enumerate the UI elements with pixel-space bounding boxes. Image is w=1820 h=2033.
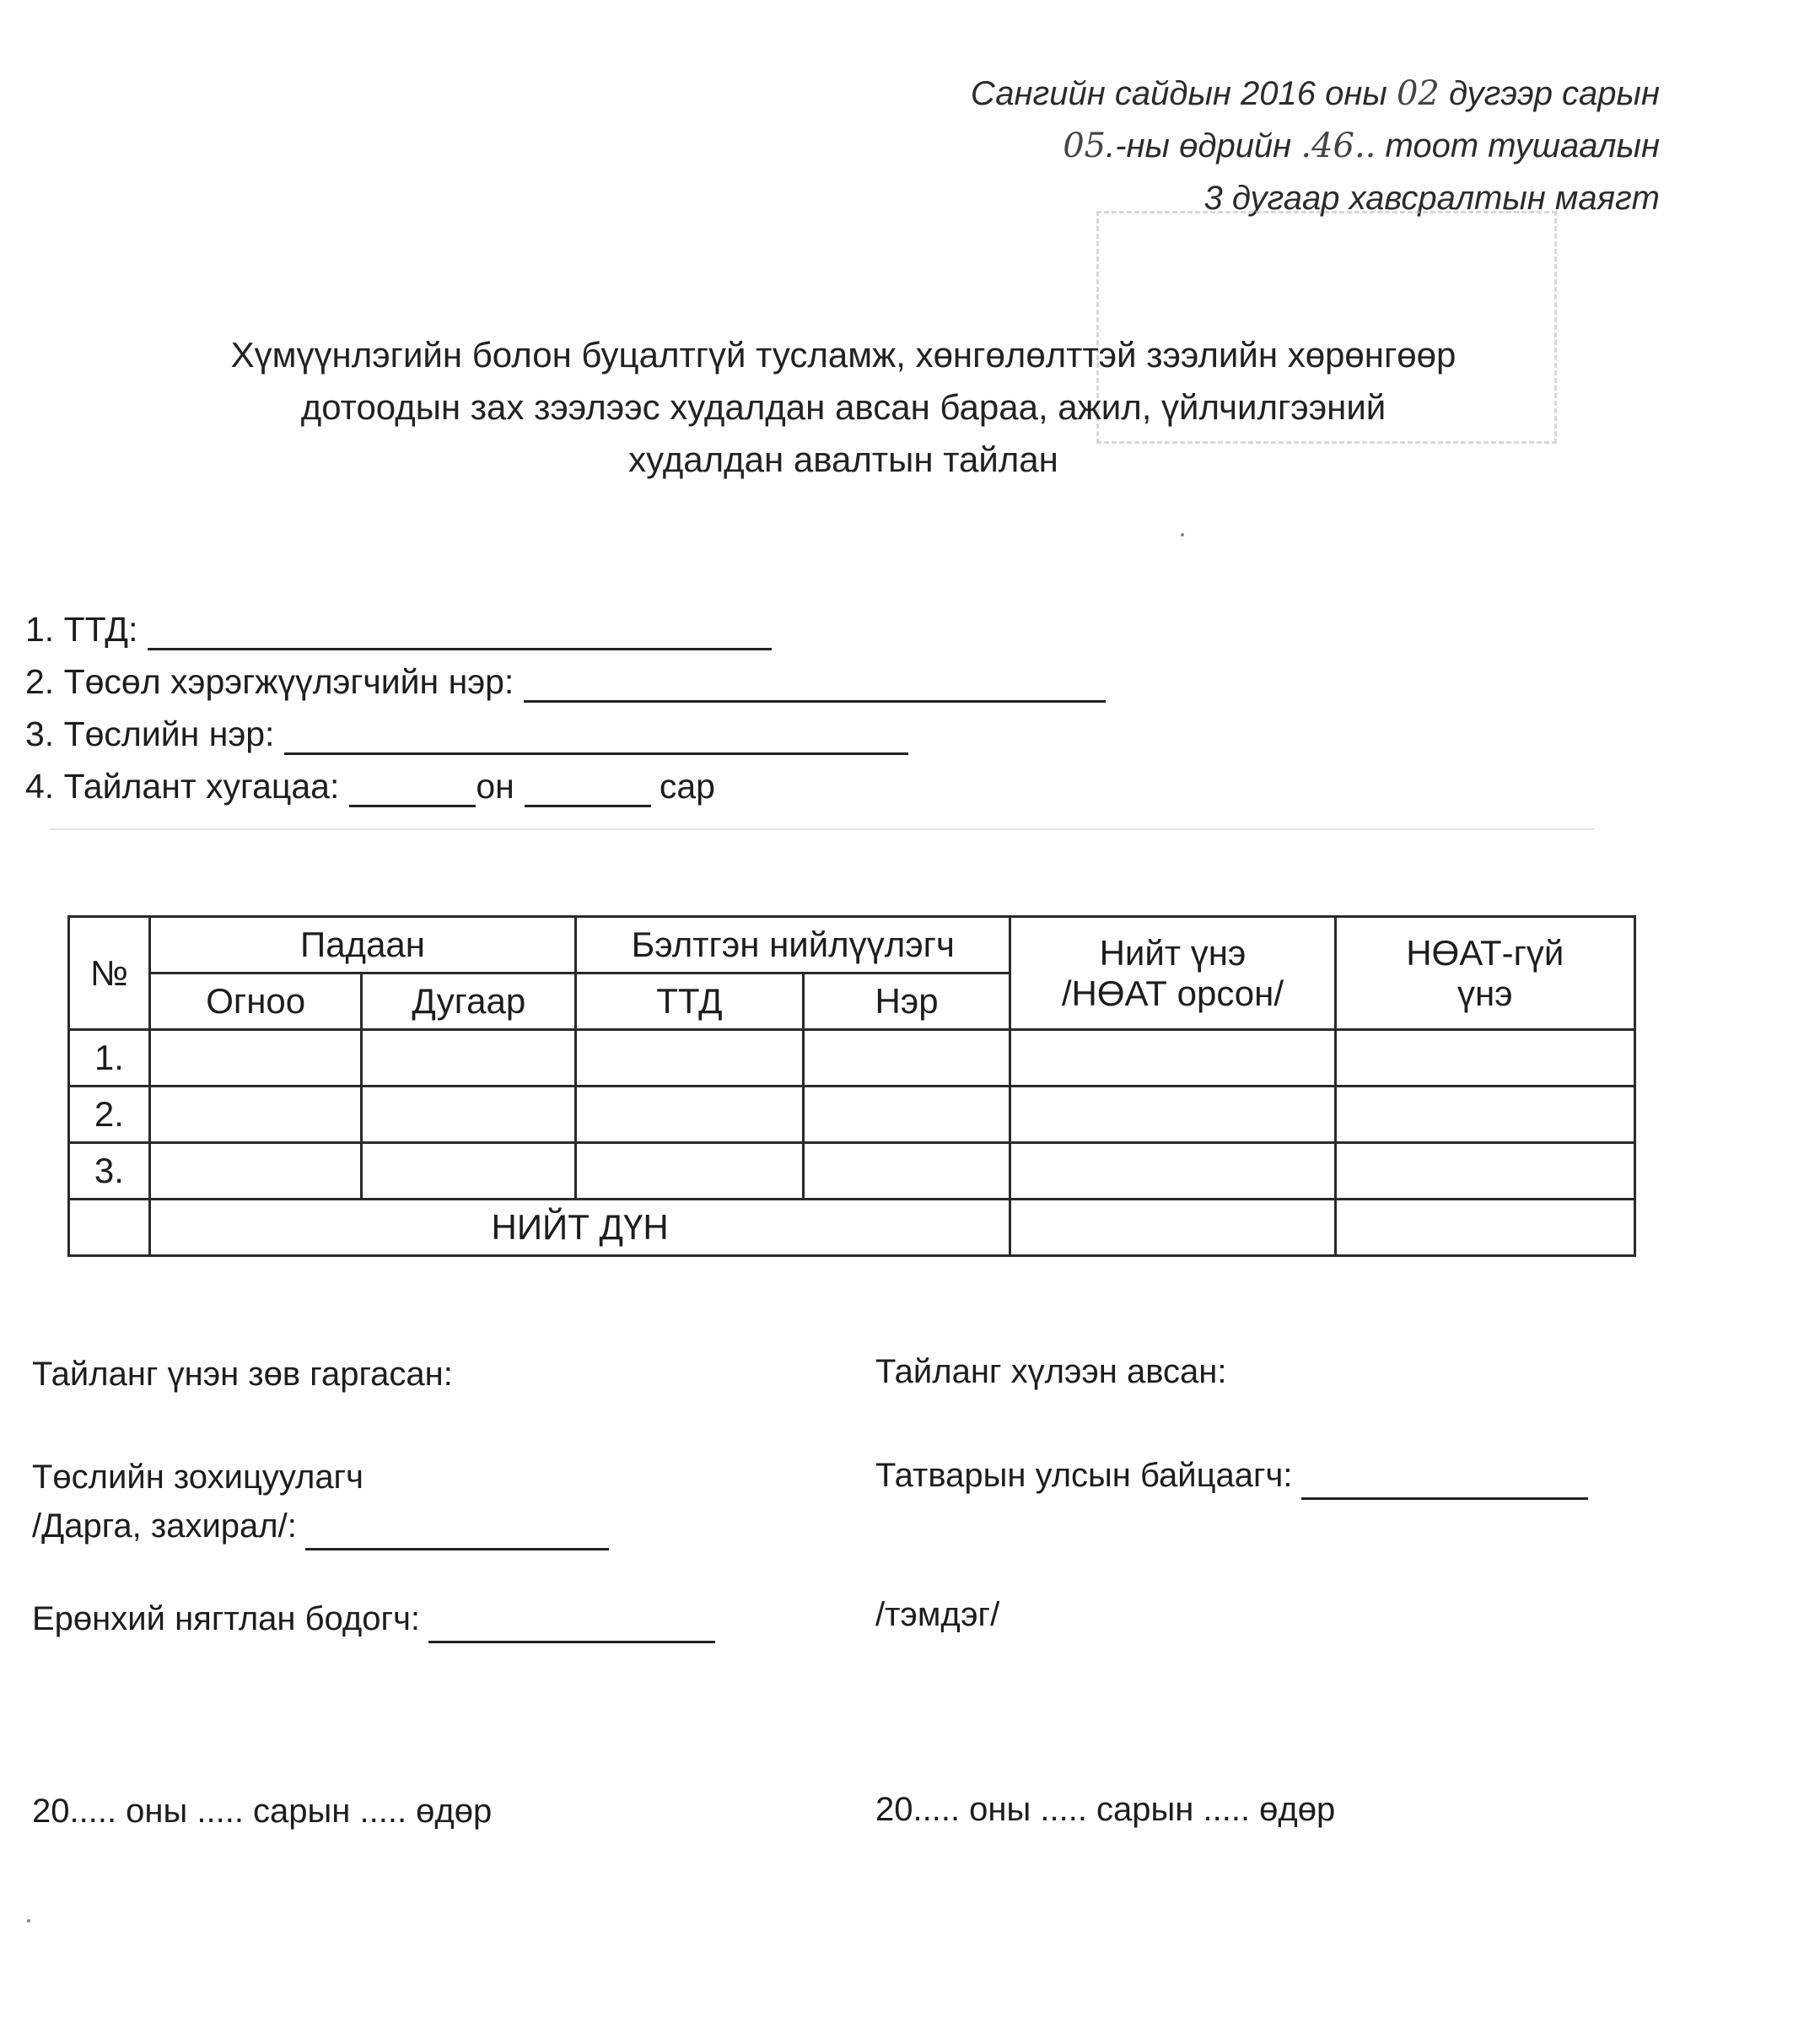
cell-invoice-number[interactable]	[362, 1143, 576, 1200]
decree-line-3: 3 дугаар хавсралтын маягт	[1203, 180, 1660, 217]
col-date-header: Огноо	[149, 973, 362, 1030]
title-line-2: дотоодын зах зээлээс худалдан авсан бараа, ажил, үйлчилгээний	[300, 387, 1387, 427]
handwritten-order-number: .46..	[1300, 127, 1376, 165]
coordinator-signature-line[interactable]	[305, 1516, 609, 1550]
row-number: 2.	[69, 1087, 150, 1143]
header-row-1	[69, 917, 1635, 973]
grand-total-empty-cell	[69, 1200, 150, 1256]
cell-supplier-name[interactable]	[803, 1030, 1010, 1087]
row-number: 3.	[69, 1143, 150, 1200]
grand-total-without-vat[interactable]	[1335, 1200, 1634, 1256]
report-title	[0, 329, 1687, 486]
grand-total-price[interactable]	[1010, 1200, 1335, 1256]
handwritten-day: 05	[1063, 127, 1107, 165]
tax-inspector-signature-line[interactable]	[1301, 1465, 1588, 1500]
table-row	[69, 1143, 1635, 1200]
left-date-line: 20..... оны ..... сарын ..... өдөр	[32, 1793, 493, 1830]
cell-price-without-vat[interactable]	[1335, 1087, 1634, 1143]
cell-price-without-vat[interactable]	[1335, 1143, 1634, 1200]
chief-accountant-label: Ерөнхий нягтлан бодогч:	[32, 1600, 421, 1637]
field-ttd: 1. ТТД:	[25, 603, 1114, 655]
decree-line-2: 05.-ны өдрийн .46.. тоот тушаалын	[1063, 127, 1660, 165]
right-date-line: 20..... оны ..... сарын ..... өдөр	[875, 1791, 1336, 1828]
cell-supplier-ttd[interactable]	[576, 1030, 804, 1087]
field-project-name: 3. Төслийн нэр:	[25, 708, 1114, 760]
grand-total-label: НИЙТ ДҮН	[149, 1200, 1010, 1256]
month-blank-line[interactable]	[525, 771, 651, 807]
col-supplier-name-header: Нэр	[803, 973, 1010, 1030]
tax-inspector-block	[875, 1451, 1588, 1500]
row-number: 1.	[69, 1030, 150, 1087]
cell-invoice-number[interactable]	[362, 1030, 576, 1087]
scan-speck	[1181, 533, 1184, 537]
grand-total-row	[69, 1200, 1635, 1256]
field-reporting-period: 4. Тайлант хугацаа: он сар	[25, 767, 715, 806]
field-implementer-name: 2. Төсөл хэрэгжүүлэгчийн нэр:	[25, 655, 1114, 708]
decree-reference	[971, 67, 1660, 224]
title-line-3: худалдан авалтын тайлан	[628, 439, 1058, 479]
handwritten-month: 02	[1396, 74, 1440, 113]
cell-supplier-ttd[interactable]	[576, 1087, 804, 1143]
project-name-blank-line[interactable]	[284, 719, 908, 755]
right-received-heading: Тайланг хүлээн авсан:	[875, 1353, 1227, 1390]
decree-line-1: Сангийн сайдын 2016 оны 02 дугээр сарын	[970, 74, 1660, 113]
cell-invoice-number[interactable]	[362, 1087, 576, 1143]
cell-date[interactable]	[149, 1030, 362, 1087]
cell-total-price[interactable]	[1010, 1143, 1335, 1200]
col-number-header: №	[69, 917, 150, 1030]
left-prepared-heading: Тайланг үнэн зөв гаргасан:	[32, 1356, 453, 1393]
left-coordinator-block	[32, 1453, 609, 1550]
cell-price-without-vat[interactable]	[1335, 1030, 1634, 1087]
scan-speck	[27, 1919, 30, 1922]
cell-date[interactable]	[149, 1143, 362, 1200]
faint-separator	[51, 828, 1594, 830]
col-invoice-header: Падаан	[149, 917, 575, 973]
ttd-blank-line[interactable]	[148, 614, 772, 650]
cell-supplier-name[interactable]	[803, 1143, 1010, 1200]
cell-total-price[interactable]	[1010, 1030, 1335, 1087]
chief-accountant-block	[32, 1594, 715, 1643]
chief-accountant-signature-line[interactable]	[428, 1609, 715, 1643]
col-supplier-ttd-header: ТТД	[576, 973, 804, 1030]
col-supplier-header: Бэлтгэн нийлүүлэгч	[576, 917, 1010, 973]
cell-supplier-ttd[interactable]	[576, 1143, 804, 1200]
table-row	[69, 1087, 1635, 1143]
table-row	[69, 1030, 1635, 1087]
form-fields	[25, 603, 1114, 812]
col-price-without-vat-header: НӨАТ-гүй үнэ	[1335, 917, 1634, 1030]
cell-date[interactable]	[149, 1087, 362, 1143]
purchase-table	[67, 915, 1636, 1257]
year-blank-line[interactable]	[349, 771, 476, 807]
coordinator-sublabel: /Дарга, захирал/:	[32, 1507, 297, 1545]
col-total-price-header: Нийт үнэ /НӨАТ орсон/	[1010, 917, 1335, 1030]
stamp-label: /тэмдэг/	[875, 1596, 1000, 1633]
implementer-name-blank-line[interactable]	[524, 666, 1106, 703]
tax-inspector-label: Татварын улсын байцаагч:	[875, 1457, 1293, 1494]
cell-total-price[interactable]	[1010, 1087, 1335, 1143]
coordinator-label: Төслийн зохицуулагч	[32, 1459, 363, 1496]
title-line-1: Хүмүүнлэгийн болон буцалтгүй тусламж, хөнгөлөлттэй зээлийн хөрөнгөөр	[230, 335, 1457, 375]
cell-supplier-name[interactable]	[803, 1087, 1010, 1143]
col-invoice-number-header: Дугаар	[362, 973, 576, 1030]
